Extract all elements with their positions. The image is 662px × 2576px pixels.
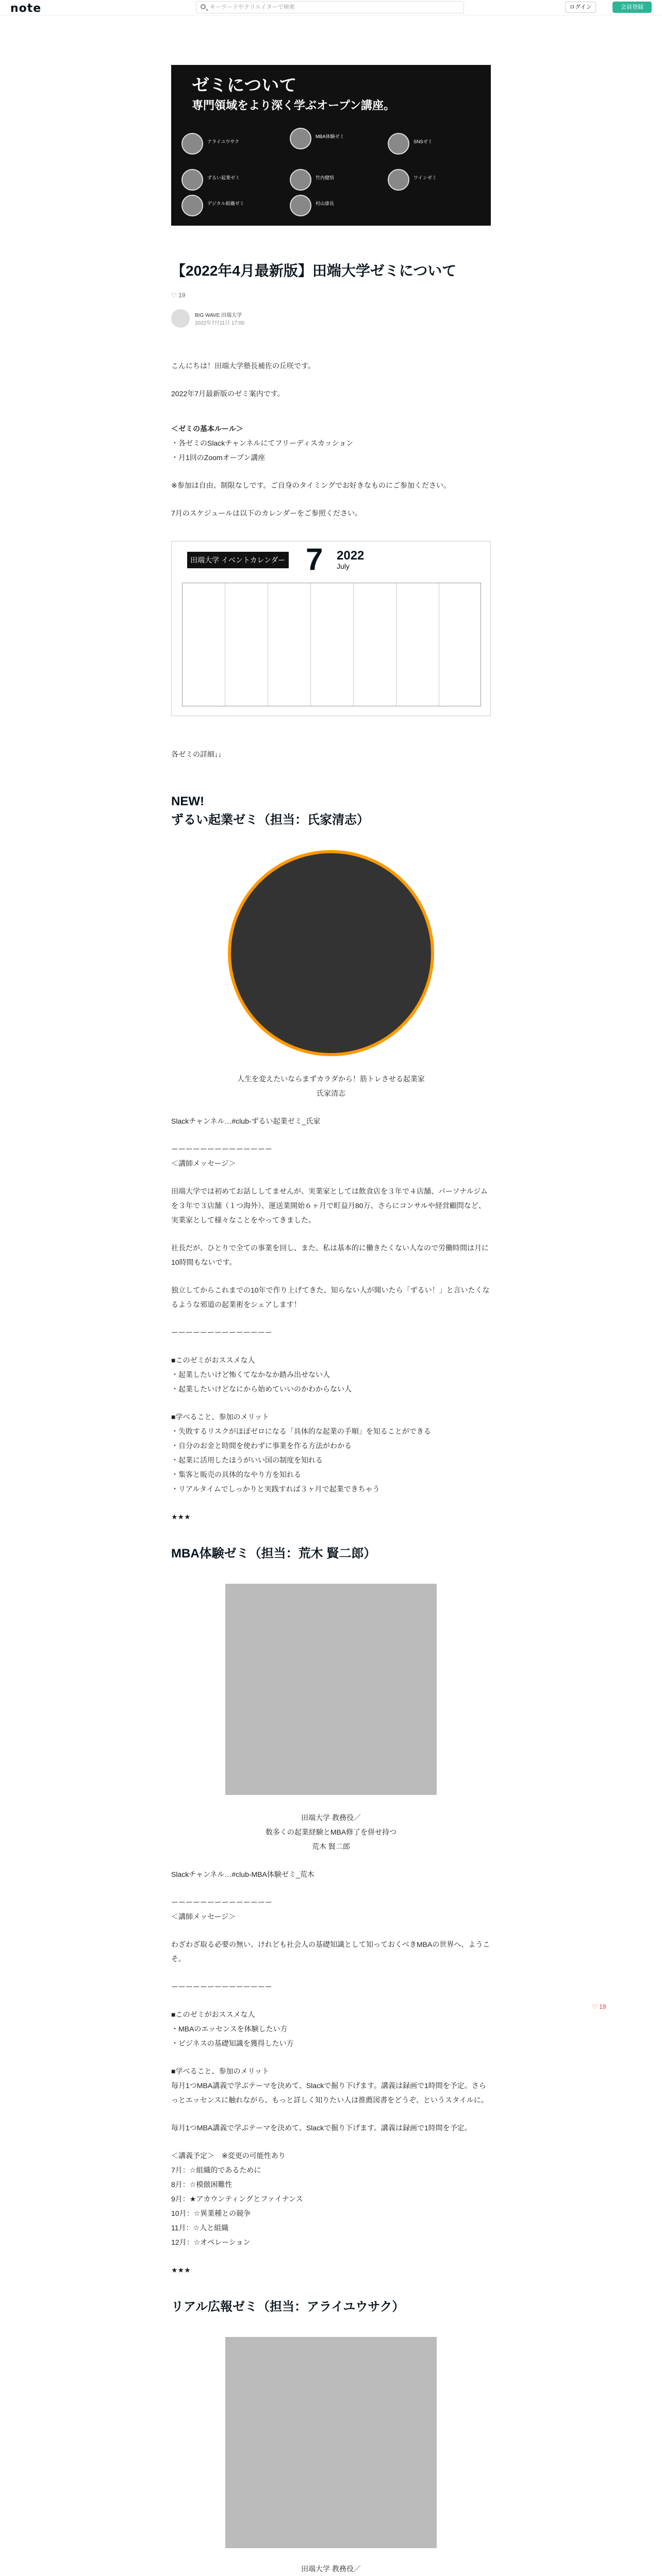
details-text: 各ゼミの詳細↓↓ xyxy=(171,750,222,758)
signup-button[interactable]: 会員登録 xyxy=(613,2,652,13)
search-input[interactable] xyxy=(196,1,464,13)
person-label: SNSゼミ xyxy=(413,139,433,144)
greeting: こんにちは！田端大学塾長補佐の丘咲です。 xyxy=(171,362,315,370)
zemi1-msg: 独立してからこれまでの10年で作り上げてきた、知らない人が聞いたら「ずるい！」と言いたくなるような邪道の起業術をシェアします！ xyxy=(171,1286,490,1309)
person-label: デジタル組織ゼミ xyxy=(207,201,244,206)
zemi2-merit: 毎月1つMBA講義で学ぶテーマを決めて、Slackで掘り下げます。講義は録画で1時間を予定。 xyxy=(171,2124,472,2132)
article-title: 【2022年4月最新版】田端大学ゼミについて xyxy=(171,263,457,279)
merit-item: ・起業に活用したほうがいい国の制度を知れる xyxy=(171,1456,323,1464)
floating-like-count: 19 xyxy=(599,2003,606,2010)
zemi1-msg: 社長だが、ひとりで全ての事業を回し、また、私は基本的に働きたくない人なので労働時間は月に10時間もないです。 xyxy=(171,1244,489,1266)
rec-item: ・起業したいけどなにから始めていいのかわからない人 xyxy=(171,1385,352,1393)
stars: ★★★ xyxy=(171,1513,191,1521)
schedule-item: 8月：☆模倣困難性 xyxy=(171,2180,233,2189)
schedule-item: 10月：☆異業種との競争 xyxy=(171,2209,251,2217)
zemi2-merit: 毎月1つMBA講義で学ぶテーマを決めて、Slackで掘り下げます。講義は録画で1時間を予定。さらっとエッセンスに触れながら、もっと詳しく知りたい人は推薦図書をどうぞ、というスタイルに。 xyxy=(171,2081,488,2104)
top-bar xyxy=(0,0,662,15)
merit-item: ・集客と販売の具体的なやり方を知れる xyxy=(171,1470,301,1479)
zemi3-photo xyxy=(225,2337,437,2548)
calendar-intro: 7月のスケジュールは以下のカレンダーをご参照ください。 xyxy=(171,509,362,517)
merit-title: ■学べること、参加のメリット xyxy=(171,2067,269,2075)
zemi2-slack[interactable]: Slackチャンネル…#club-MBA体験ゼミ_荒木 xyxy=(171,1870,315,1878)
author-name[interactable]: BIG WAVE 田端大学 xyxy=(195,313,242,318)
rules-title: ＜ゼミの基本ルール＞ xyxy=(171,425,243,433)
post-date: 2022年7月11日 17:00 xyxy=(195,320,244,326)
banner-title: ゼミについて xyxy=(192,76,297,95)
merit-title: ■学べること、参加のメリット xyxy=(171,1413,269,1421)
calendar-month: 7 xyxy=(306,542,323,577)
intro-text: 2022年7月最新版のゼミ案内です。 xyxy=(171,389,285,398)
stars: ★★★ xyxy=(171,2266,191,2274)
rule-item: ・月1回のZoomオープン講座 xyxy=(171,453,266,462)
article xyxy=(171,56,491,2576)
banner-subtitle: 専門領域をより深く学ぶオープン講座。 xyxy=(192,99,395,112)
msg-title: ＜講師メッセージ＞ xyxy=(171,1159,236,1167)
calendar-year: 2022 xyxy=(337,549,365,563)
zemi2-photo xyxy=(225,1584,437,1795)
zemi3-caption: 田端大学 教務役／ xyxy=(301,2565,361,2573)
schedule-item: 9月：★アカウンティングとファイナンス xyxy=(171,2195,303,2203)
separator: ーーーーーーーーーーーーーー xyxy=(171,1145,272,1153)
zemi1-slack[interactable]: Slackチャンネル…#club-ずるい起業ゼミ_氏家 xyxy=(171,1117,321,1125)
person-label: 竹内健悟 xyxy=(316,175,335,180)
zemi1-title: ずるい起業ゼミ（担当：氏家清志） xyxy=(171,813,369,827)
calendar-title: 田端大学 イベントカレンダー xyxy=(187,552,289,568)
avatar[interactable] xyxy=(171,309,190,328)
note-logo[interactable]: note xyxy=(10,2,42,15)
person-label: アライユウサク xyxy=(207,139,240,144)
schedule-item: 11月：☆人と組織 xyxy=(171,2224,229,2232)
zemi1-msg: 田端大学では初めてお話ししてませんが、実業家としては飲食店を３年で４店舗、パーソナルジムを３年で３店舗（１つ海外）、運送業開始６ヶ月で町益月80万、さらにコンサルや経営顧問など、実業家として様々なことをやってきました。 xyxy=(171,1187,488,1224)
recommend-title: ■このゼミがおススメな人 xyxy=(171,1356,255,1364)
zemi1-photo xyxy=(228,850,434,1056)
new-badge: NEW! xyxy=(171,794,204,808)
floating-like-button[interactable]: ♡ 19 xyxy=(592,2003,606,2010)
zemi1-name: 氏家清志 xyxy=(317,1089,345,1097)
rule-item: ・各ゼミのSlackチャンネルにてフリーディスカッション xyxy=(171,439,354,447)
like-button[interactable]: ♡ 19 xyxy=(171,292,186,299)
person-label: ワインゼミ xyxy=(413,175,437,180)
zemi2-msg: わざわざ取る必要の無い、けれども社会人の基礎知識として知っておくべきMBAの世界へ、ようこそ。 xyxy=(171,1940,490,1963)
event-calendar xyxy=(171,541,491,716)
person-label: 村山康長 xyxy=(316,201,335,206)
person-label: MBA体験ゼミ xyxy=(316,134,344,139)
zemi2-name: 荒木 賢二郎 xyxy=(312,1842,350,1851)
note-text: ※参加は自由、制限なしです。ご自身のタイミングでお好きなものにご参加ください。 xyxy=(171,481,451,489)
rec-item: ・ビジネスの基礎知識を獲得したい方 xyxy=(171,2039,294,2047)
zemi2-title: MBA体験ゼミ（担当：荒木 賢二郎） xyxy=(171,1547,376,1561)
rec-item: ・起業したいけど怖くてなかなか踏み出せない人 xyxy=(171,1370,330,1379)
zemi3-title: リアル広報ゼミ（担当：アライユウサク） xyxy=(171,2300,405,2314)
merit-item: ・リアルタイムでしっかりと実践すれば３ヶ月で起業できちゃう xyxy=(171,1485,380,1493)
separator: ーーーーーーーーーーーーーー xyxy=(171,1328,272,1336)
schedule-title: ＜講義予定＞ ※変更の可能性あり xyxy=(171,2151,286,2160)
person-label: ずるい起業ゼミ xyxy=(207,175,240,180)
search-icon xyxy=(201,4,206,9)
schedule-item: 12月：☆オペレーション xyxy=(171,2238,251,2246)
like-count: 19 xyxy=(178,292,186,299)
zemi2-caption: 田端大学 教務役／ xyxy=(301,1814,361,1822)
merit-item: ・自分のお金と時間を使わずに事業を作る方法がわかる xyxy=(171,1442,352,1450)
separator: ーーーーーーーーーーーーーー xyxy=(171,1982,272,1991)
msg-title: ＜講師メッセージ＞ xyxy=(171,1912,236,1921)
separator: ーーーーーーーーーーーーーー xyxy=(171,1898,272,1906)
zemi1-caption: 人生を変えたいならまずカラダから！筋トレさせる起業家 xyxy=(237,1075,425,1083)
recommend-title: ■このゼミがおススメな人 xyxy=(171,2010,255,2019)
merit-item: ・失敗するリスクがほぼゼロになる「具体的な起業の手順」を知ることができる xyxy=(171,1427,431,1435)
author-info[interactable] xyxy=(171,309,491,328)
zemi2-caption: 数多くの起業経験とMBA修了を併せ持つ xyxy=(265,1828,397,1836)
calendar-en: July xyxy=(337,562,350,570)
rec-item: ・MBAのエッセンスを体験したい方 xyxy=(171,2025,288,2033)
hero-banner xyxy=(171,56,491,226)
search-placeholder: キーワードやクリエイターで検索 xyxy=(210,4,295,10)
login-button[interactable]: ログイン xyxy=(565,2,596,13)
schedule-item: 7月：☆組織的であるために xyxy=(171,2166,261,2174)
